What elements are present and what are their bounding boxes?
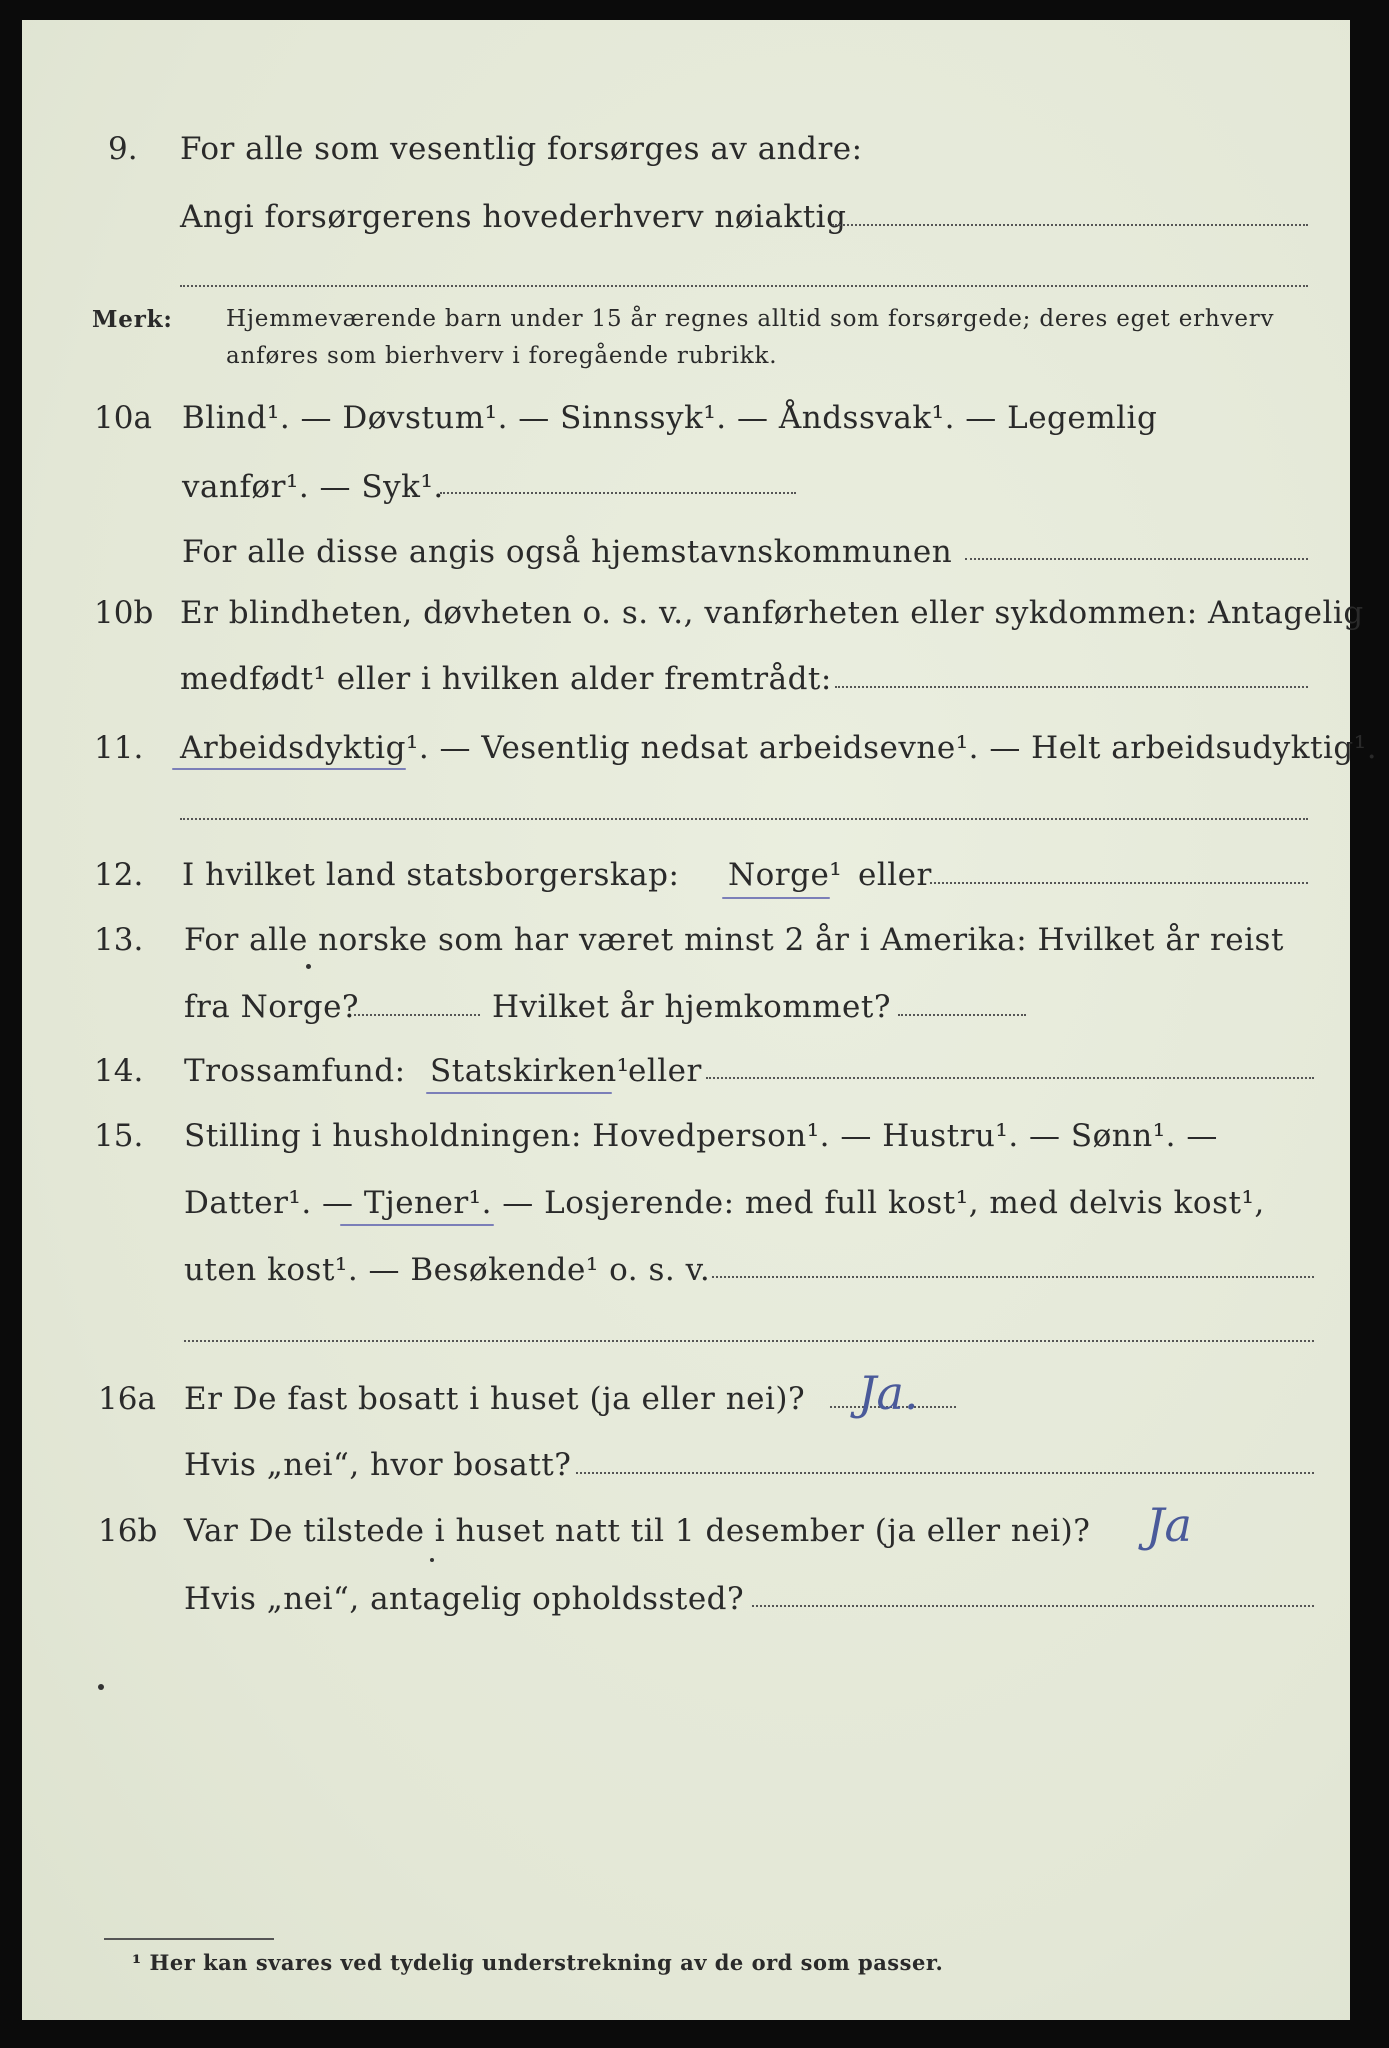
q15-line2: Datter¹. — Tjener¹. — Losjerende: med full kost¹, med delvis kost¹, bbox=[184, 1185, 1265, 1221]
q12-line1a: I hvilket land statsborgerskap: bbox=[182, 857, 680, 893]
q15-answer-line bbox=[712, 1276, 1314, 1278]
footnote-rule bbox=[104, 1938, 274, 1940]
q10a-line1: Blind¹. — Døvstum¹. — Sinnssyk¹. — Åndssvak¹. — Legemlig bbox=[182, 400, 1158, 436]
q10a-line2: vanfør¹. — Syk¹. bbox=[182, 469, 444, 505]
q12-number: 12. bbox=[94, 857, 144, 893]
q16b-line1: Var De tilstede i huset natt til 1 desember (ja eller nei)? bbox=[184, 1513, 1091, 1549]
q15-line3: uten kost¹. — Besøkende¹ o. s. v. bbox=[184, 1252, 711, 1288]
q9-answer-line-2 bbox=[180, 285, 1308, 287]
paper-speck bbox=[306, 964, 311, 969]
q10b-answer-line bbox=[835, 686, 1308, 688]
q16a-answer-line-2 bbox=[576, 1472, 1314, 1474]
q11-answer-line bbox=[180, 818, 1308, 820]
q16a-line1: Er De fast bosatt i huset (ja eller nei)? bbox=[184, 1381, 806, 1417]
q13-number: 13. bbox=[94, 922, 144, 958]
merk-line1: Hjemmeværende barn under 15 år regnes alltid som forsørgede; deres eget erhverv bbox=[226, 306, 1275, 332]
q13-line2b: Hvilket år hjemkommet? bbox=[492, 989, 891, 1025]
q16a-line2: Hvis „nei“, hvor bosatt? bbox=[184, 1447, 572, 1483]
q10b-number: 10b bbox=[94, 595, 154, 631]
q12-norge: Norge¹ bbox=[728, 857, 843, 893]
q15-line1: Stilling i husholdningen: Hovedperson¹. — Hustru¹. — Sønn¹. — bbox=[184, 1118, 1218, 1154]
q9-answer-line bbox=[832, 224, 1308, 226]
q12-answer-line bbox=[930, 882, 1308, 884]
q16b-handwritten-answer: Ja bbox=[1146, 1498, 1192, 1552]
q14-answer-line bbox=[706, 1077, 1314, 1079]
q9-line1: For alle som vesentlig forsørges av andre: bbox=[180, 131, 863, 167]
q16b-answer-line bbox=[752, 1605, 1314, 1607]
q9-line2: Angi forsørgerens hovederhverv nøiaktig bbox=[180, 199, 847, 235]
merk-line2: anføres som bierhverv i foregående rubrikk. bbox=[226, 343, 778, 369]
q10a-answer-line bbox=[440, 492, 796, 494]
q10a-line3: For alle disse angis også hjemstavnskommunen bbox=[182, 534, 953, 570]
paper-speck bbox=[98, 1684, 104, 1690]
q14-statskirken: Statskirken¹ bbox=[430, 1053, 630, 1089]
q14-eller: eller bbox=[628, 1053, 702, 1089]
q10a-number: 10a bbox=[94, 400, 152, 436]
q9-number: 9. bbox=[108, 131, 138, 167]
q15-number: 15. bbox=[94, 1118, 144, 1154]
q12-eller: eller bbox=[858, 857, 932, 893]
q13-line2a: fra Norge? bbox=[184, 989, 360, 1025]
footnote-text: ¹ Her kan svares ved tydelig understrekning av de ord som passer. bbox=[132, 1950, 944, 1975]
q12-handwritten-underline bbox=[722, 897, 830, 899]
q11-handwritten-underline bbox=[172, 768, 406, 770]
q13-reist-answer-line bbox=[354, 1014, 480, 1016]
q10b-line1: Er blindheten, døvheten o. s. v., vanførheten eller sykdommen: Antagelig bbox=[180, 595, 1364, 631]
q14-number: 14. bbox=[94, 1053, 144, 1089]
q15-handwritten-underline bbox=[340, 1224, 494, 1226]
q16b-line2: Hvis „nei“, antagelig opholdssted? bbox=[184, 1581, 745, 1617]
q11-line1: Arbeidsdyktig¹. — Vesentlig nedsat arbeidsevne¹. — Helt arbeidsudyktig¹. bbox=[180, 730, 1378, 766]
q16a-handwritten-answer: Ja. bbox=[858, 1366, 919, 1420]
merk-label: Merk: bbox=[92, 306, 173, 333]
q16b-number: 16b bbox=[98, 1513, 158, 1549]
q10b-line2: medfødt¹ eller i hvilken alder fremtrådt: bbox=[180, 661, 832, 697]
paper-speck bbox=[430, 1558, 434, 1562]
q14-handwritten-underline bbox=[426, 1092, 612, 1094]
q15-answer-line-2 bbox=[184, 1340, 1314, 1342]
q13-line1: For alle norske som har været minst 2 år i Amerika: Hvilket år reist bbox=[184, 922, 1284, 958]
q16a-number: 16a bbox=[98, 1381, 156, 1417]
q14-line1a: Trossamfund: bbox=[184, 1053, 406, 1089]
q10a-answer-line-2 bbox=[965, 558, 1308, 560]
q11-number: 11. bbox=[94, 730, 144, 766]
q13-hjemkommet-answer-line bbox=[898, 1014, 1026, 1016]
